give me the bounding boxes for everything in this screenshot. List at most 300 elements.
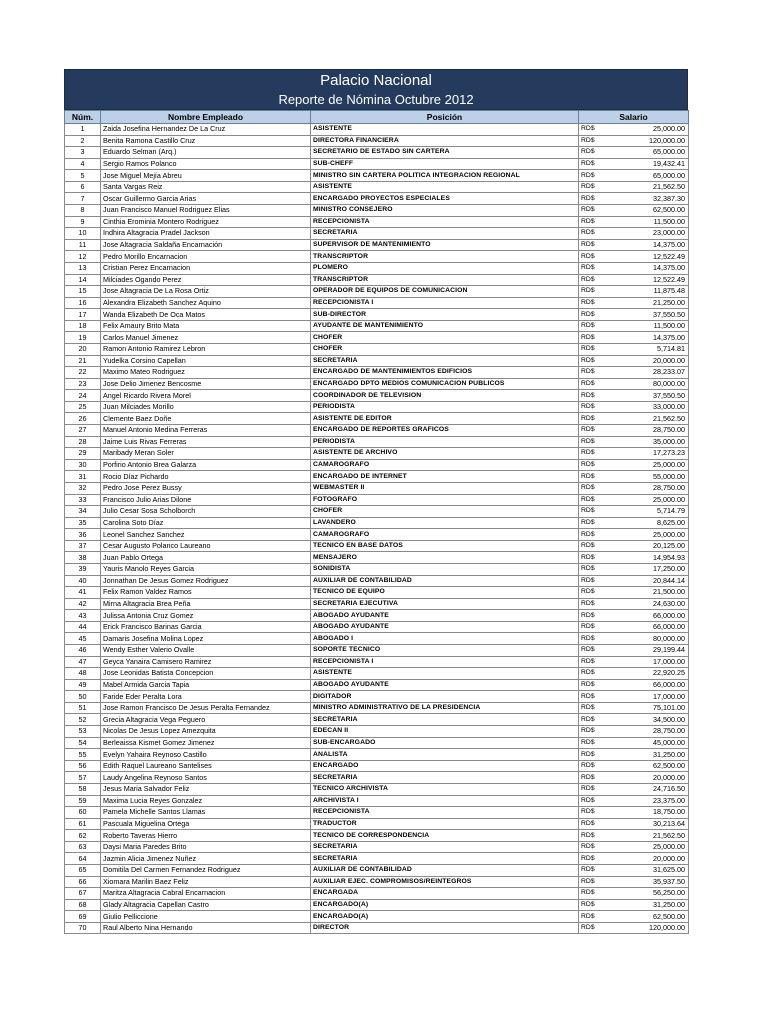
table-row [65, 401, 689, 413]
cell-salary: 33,000.00 [619, 401, 689, 413]
cell-salary: 29,199.44 [619, 645, 689, 657]
cell-currency: RD$ [579, 783, 619, 795]
cell-num: 36 [65, 529, 101, 541]
cell-num: 5 [65, 170, 101, 182]
cell-num: 26 [65, 413, 101, 425]
table-row [65, 853, 689, 865]
table-row [65, 702, 689, 714]
cell-currency: RD$ [579, 888, 619, 900]
cell-currency: RD$ [579, 205, 619, 217]
table-row [65, 436, 689, 448]
cell-employee-name: Santa Vargas Reiz [101, 181, 311, 193]
cell-currency: RD$ [579, 841, 619, 853]
cell-salary: 21,500.00 [619, 587, 689, 599]
cell-position: ENCARGADO DPTO MEDIOS COMUNICACION PUBLICOS [311, 378, 579, 390]
cell-salary: 25,000.00 [619, 124, 689, 136]
table-row [65, 297, 689, 309]
cell-currency: RD$ [579, 737, 619, 749]
table-row [65, 170, 689, 182]
cell-position: ENCARGADO(A) [311, 911, 579, 923]
table-row [65, 668, 689, 680]
cell-currency: RD$ [579, 193, 619, 205]
cell-num: 46 [65, 645, 101, 657]
cell-salary: 66,000.00 [619, 610, 689, 622]
cell-currency: RD$ [579, 575, 619, 587]
payroll-table [64, 110, 689, 934]
cell-currency: RD$ [579, 853, 619, 865]
cell-position: TECNICO DE CORRESPONDENCIA [311, 830, 579, 842]
table-row [65, 598, 689, 610]
cell-currency: RD$ [579, 818, 619, 830]
cell-position: RECEPCIONISTA I [311, 297, 579, 309]
cell-currency: RD$ [579, 922, 619, 934]
table-row [65, 587, 689, 599]
cell-salary: 23,375.00 [619, 795, 689, 807]
cell-employee-name: Cesar Augusto Polanco Laureano [101, 540, 311, 552]
report-banner [64, 69, 688, 110]
cell-employee-name: Jazmin Alicia Jimenez Nuñez [101, 853, 311, 865]
cell-num: 38 [65, 552, 101, 564]
cell-num: 25 [65, 401, 101, 413]
cell-salary: 25,000.00 [619, 459, 689, 471]
cell-salary: 19,432.41 [619, 158, 689, 170]
cell-currency: RD$ [579, 587, 619, 599]
cell-employee-name: Ramon Antonio Ramirez Lebron [101, 343, 311, 355]
cell-employee-name: Leonel Sanchez Sanchez [101, 529, 311, 541]
cell-employee-name: Cristian Perez Encarnacion [101, 262, 311, 274]
cell-num: 32 [65, 482, 101, 494]
cell-currency: RD$ [579, 286, 619, 298]
cell-position: ABOGADO I [311, 633, 579, 645]
table-row [65, 633, 689, 645]
cell-position: AYUDANTE DE MANTENIMIENTO [311, 320, 579, 332]
cell-employee-name: Maxima Lucia Reyes Gonzalez [101, 795, 311, 807]
table-row [65, 147, 689, 159]
cell-currency: RD$ [579, 482, 619, 494]
cell-employee-name: Glady Altagracia Capellan Castro [101, 899, 311, 911]
cell-salary: 31,250.00 [619, 749, 689, 761]
cell-currency: RD$ [579, 598, 619, 610]
table-row [65, 216, 689, 228]
table-body [65, 124, 689, 934]
cell-num: 11 [65, 239, 101, 251]
table-row [65, 517, 689, 529]
cell-currency: RD$ [579, 691, 619, 703]
table-header-row [65, 111, 689, 124]
table-row [65, 795, 689, 807]
cell-currency: RD$ [579, 320, 619, 332]
cell-position: SECRETARIA [311, 772, 579, 784]
cell-currency: RD$ [579, 239, 619, 251]
cell-currency: RD$ [579, 633, 619, 645]
cell-currency: RD$ [579, 425, 619, 437]
cell-num: 20 [65, 343, 101, 355]
cell-employee-name: Pamela Michelle Santos Llamas [101, 807, 311, 819]
cell-currency: RD$ [579, 772, 619, 784]
cell-position: ENCARGADO(A) [311, 899, 579, 911]
cell-currency: RD$ [579, 506, 619, 518]
table-row [65, 807, 689, 819]
cell-employee-name: Pedro Jose Perez Bussy [101, 482, 311, 494]
cell-currency: RD$ [579, 262, 619, 274]
cell-num: 52 [65, 714, 101, 726]
cell-num: 49 [65, 679, 101, 691]
cell-num: 12 [65, 251, 101, 263]
cell-employee-name: Juan Milciades Morillo [101, 401, 311, 413]
table-row [65, 899, 689, 911]
table-row [65, 865, 689, 877]
cell-salary: 25,000.00 [619, 841, 689, 853]
cell-salary: 11,500.00 [619, 216, 689, 228]
cell-position: CAMAROGRAFO [311, 459, 579, 471]
cell-currency: RD$ [579, 702, 619, 714]
cell-salary: 66,000.00 [619, 621, 689, 633]
table-row [65, 645, 689, 657]
cell-num: 4 [65, 158, 101, 170]
cell-num: 10 [65, 228, 101, 240]
table-row [65, 876, 689, 888]
cell-salary: 66,000.00 [619, 679, 689, 691]
cell-num: 43 [65, 610, 101, 622]
cell-salary: 24,630.00 [619, 598, 689, 610]
cell-position: SONIDISTA [311, 563, 579, 575]
cell-num: 45 [65, 633, 101, 645]
cell-salary: 37,550.50 [619, 309, 689, 321]
cell-position: OPERADOR DE EQUIPOS DE COMUNICACION [311, 286, 579, 298]
cell-salary: 28,750.00 [619, 482, 689, 494]
cell-currency: RD$ [579, 216, 619, 228]
cell-salary: 24,716.50 [619, 783, 689, 795]
report-subtitle: Reporte de Nómina Octubre 2012 [278, 92, 474, 107]
cell-num: 44 [65, 621, 101, 633]
table-row [65, 575, 689, 587]
cell-employee-name: Yauris Manolo Reyes Garcia [101, 563, 311, 575]
cell-salary: 8,625.00 [619, 517, 689, 529]
table-row [65, 425, 689, 437]
payroll-sheet [64, 69, 688, 934]
cell-num: 67 [65, 888, 101, 900]
cell-num: 70 [65, 922, 101, 934]
cell-currency: RD$ [579, 170, 619, 182]
cell-currency: RD$ [579, 668, 619, 680]
cell-salary: 11,500.00 [619, 320, 689, 332]
cell-employee-name: Jesus Maria Salvador Feliz [101, 783, 311, 795]
cell-salary: 31,625.00 [619, 865, 689, 877]
cell-employee-name: Jose Altagracia Saldaña Encarnación [101, 239, 311, 251]
cell-currency: RD$ [579, 494, 619, 506]
cell-employee-name: Xiomara Marilin Baez Feliz [101, 876, 311, 888]
cell-num: 40 [65, 575, 101, 587]
cell-employee-name: Erick Francisco Barinas Garcia [101, 621, 311, 633]
cell-employee-name: Mirna Altagracia Brea Peña [101, 598, 311, 610]
cell-currency: RD$ [579, 309, 619, 321]
col-header-salary: Salario [579, 111, 689, 124]
cell-position: ENCARGADO DE INTERNET [311, 471, 579, 483]
cell-position: DIRECTORA FINANCIERA [311, 135, 579, 147]
cell-employee-name: Julissa Antonia Cruz Gomez [101, 610, 311, 622]
cell-num: 13 [65, 262, 101, 274]
cell-position: AUXILIAR EJEC. COMPROMISOS/REINTEGROS [311, 876, 579, 888]
cell-salary: 14,954.93 [619, 552, 689, 564]
cell-num: 6 [65, 181, 101, 193]
table-row [65, 193, 689, 205]
cell-employee-name: Yudelka Corsino Capellan [101, 355, 311, 367]
table-row [65, 691, 689, 703]
cell-position: EDECAN II [311, 726, 579, 738]
cell-salary: 31,250.00 [619, 899, 689, 911]
cell-currency: RD$ [579, 795, 619, 807]
table-row [65, 332, 689, 344]
table-row [65, 494, 689, 506]
cell-salary: 55,000.00 [619, 471, 689, 483]
cell-currency: RD$ [579, 228, 619, 240]
table-row [65, 239, 689, 251]
cell-num: 53 [65, 726, 101, 738]
table-row [65, 459, 689, 471]
table-row [65, 320, 689, 332]
cell-currency: RD$ [579, 448, 619, 460]
cell-num: 24 [65, 390, 101, 402]
cell-employee-name: Carlos Manuel Jimenez [101, 332, 311, 344]
cell-currency: RD$ [579, 610, 619, 622]
cell-employee-name: Grecia Altagracia Vega Peguero [101, 714, 311, 726]
cell-num: 62 [65, 830, 101, 842]
cell-position: MINISTRO CONSEJERO [311, 205, 579, 217]
cell-position: RECEPCIONISTA [311, 807, 579, 819]
cell-num: 17 [65, 309, 101, 321]
cell-employee-name: Zaida Josefina Hernandez De La Cruz [101, 124, 311, 136]
cell-num: 55 [65, 749, 101, 761]
cell-position: ENCARGADA [311, 888, 579, 900]
table-row [65, 911, 689, 923]
table-row [65, 482, 689, 494]
cell-salary: 20,000.00 [619, 355, 689, 367]
cell-position: ASISTENTE [311, 668, 579, 680]
cell-num: 48 [65, 668, 101, 680]
cell-num: 21 [65, 355, 101, 367]
cell-currency: RD$ [579, 390, 619, 402]
cell-num: 69 [65, 911, 101, 923]
cell-employee-name: Benita Ramona Castillo Cruz [101, 135, 311, 147]
cell-num: 35 [65, 517, 101, 529]
cell-employee-name: Laudy Angelina Reynoso Santos [101, 772, 311, 784]
cell-salary: 14,375.00 [619, 239, 689, 251]
cell-currency: RD$ [579, 401, 619, 413]
cell-currency: RD$ [579, 865, 619, 877]
cell-num: 1 [65, 124, 101, 136]
cell-employee-name: Geyca Yanaira Camisero Ramirez [101, 656, 311, 668]
cell-employee-name: Faride Eder Peralta Lora [101, 691, 311, 703]
table-row [65, 309, 689, 321]
table-row [65, 714, 689, 726]
cell-salary: 35,937.50 [619, 876, 689, 888]
cell-employee-name: Indhira Altagracia Pradel Jackson [101, 228, 311, 240]
cell-salary: 62,500.00 [619, 760, 689, 772]
cell-position: ASISTENTE [311, 124, 579, 136]
cell-currency: RD$ [579, 459, 619, 471]
table-row [65, 205, 689, 217]
cell-employee-name: Jaime Luis Rivas Ferreras [101, 436, 311, 448]
cell-currency: RD$ [579, 656, 619, 668]
table-row [65, 274, 689, 286]
cell-num: 18 [65, 320, 101, 332]
cell-employee-name: Carolina Soto Díaz [101, 517, 311, 529]
cell-position: ASISTENTE DE EDITOR [311, 413, 579, 425]
cell-num: 3 [65, 147, 101, 159]
cell-currency: RD$ [579, 911, 619, 923]
cell-employee-name: Maximo Mateo Rodriguez [101, 367, 311, 379]
cell-salary: 80,000.00 [619, 633, 689, 645]
cell-num: 7 [65, 193, 101, 205]
cell-position: ENCARGADO DE MANTENIMIENTOS EDIFICIOS [311, 367, 579, 379]
cell-position: PLOMERO [311, 262, 579, 274]
cell-currency: RD$ [579, 367, 619, 379]
cell-salary: 18,750.00 [619, 807, 689, 819]
cell-num: 59 [65, 795, 101, 807]
table-row [65, 413, 689, 425]
cell-position: LAVANDERO [311, 517, 579, 529]
cell-num: 47 [65, 656, 101, 668]
cell-num: 15 [65, 286, 101, 298]
table-row [65, 737, 689, 749]
cell-currency: RD$ [579, 378, 619, 390]
cell-currency: RD$ [579, 274, 619, 286]
cell-currency: RD$ [579, 749, 619, 761]
cell-position: DIRECTOR [311, 922, 579, 934]
cell-employee-name: Edith Raquel Laureano Santelises [101, 760, 311, 772]
cell-salary: 20,000.00 [619, 853, 689, 865]
table-row [65, 772, 689, 784]
cell-employee-name: Wanda Elizabeth De Oca Matos [101, 309, 311, 321]
cell-position: TECNICO EN BASE DATOS [311, 540, 579, 552]
cell-employee-name: Mabel Armida Garcia Tapia [101, 679, 311, 691]
cell-position: PERIODISTA [311, 401, 579, 413]
table-row [65, 506, 689, 518]
cell-salary: 56,250.00 [619, 888, 689, 900]
cell-employee-name: Porfirio Antonio Brea Galarza [101, 459, 311, 471]
table-row [65, 540, 689, 552]
cell-salary: 45,000.00 [619, 737, 689, 749]
cell-num: 8 [65, 205, 101, 217]
cell-currency: RD$ [579, 147, 619, 159]
cell-currency: RD$ [579, 529, 619, 541]
table-row [65, 621, 689, 633]
cell-num: 54 [65, 737, 101, 749]
cell-num: 2 [65, 135, 101, 147]
cell-num: 42 [65, 598, 101, 610]
cell-num: 31 [65, 471, 101, 483]
cell-currency: RD$ [579, 876, 619, 888]
cell-employee-name: Maritza Altagracia Cabral Encarnacion [101, 888, 311, 900]
cell-currency: RD$ [579, 540, 619, 552]
cell-salary: 14,375.00 [619, 262, 689, 274]
cell-position: MENSAJERO [311, 552, 579, 564]
cell-num: 29 [65, 448, 101, 460]
cell-employee-name: Julio Cesar Sosa Scholborch [101, 506, 311, 518]
table-row [65, 726, 689, 738]
cell-salary: 21,250.00 [619, 297, 689, 309]
cell-employee-name: Milciades Ogando Perez [101, 274, 311, 286]
cell-num: 30 [65, 459, 101, 471]
cell-currency: RD$ [579, 726, 619, 738]
cell-num: 37 [65, 540, 101, 552]
table-row [65, 749, 689, 761]
cell-num: 33 [65, 494, 101, 506]
cell-position: SECRETARIA [311, 841, 579, 853]
cell-employee-name: Cinthia Erominia Montero Rodriguez [101, 216, 311, 228]
cell-position: SECRETARIA [311, 714, 579, 726]
table-row [65, 679, 689, 691]
cell-position: CHOFER [311, 506, 579, 518]
cell-currency: RD$ [579, 124, 619, 136]
cell-currency: RD$ [579, 471, 619, 483]
cell-employee-name: Clemente Baez Doñe [101, 413, 311, 425]
table-row [65, 841, 689, 853]
cell-employee-name: Jose Leonidas Batista Concepcion [101, 668, 311, 680]
cell-num: 66 [65, 876, 101, 888]
cell-employee-name: Eduardo Selman (Arq.) [101, 147, 311, 159]
cell-position: ABOGADO AYUDANTE [311, 621, 579, 633]
cell-num: 28 [65, 436, 101, 448]
cell-num: 64 [65, 853, 101, 865]
cell-position: TRANSCRIPTOR [311, 274, 579, 286]
cell-currency: RD$ [579, 135, 619, 147]
cell-salary: 25,000.00 [619, 494, 689, 506]
cell-num: 63 [65, 841, 101, 853]
cell-salary: 32,387.30 [619, 193, 689, 205]
cell-position: CHOFER [311, 332, 579, 344]
cell-salary: 62,500.00 [619, 205, 689, 217]
cell-employee-name: Damaris Josefina Molina Lopez [101, 633, 311, 645]
table-row [65, 228, 689, 240]
cell-salary: 5,714.81 [619, 343, 689, 355]
cell-salary: 17,000.00 [619, 691, 689, 703]
cell-currency: RD$ [579, 807, 619, 819]
cell-employee-name: Jonnathan De Jesus Gomez Rodriguez [101, 575, 311, 587]
cell-position: SUB-ENCARGADO [311, 737, 579, 749]
cell-salary: 28,233.07 [619, 367, 689, 379]
cell-num: 60 [65, 807, 101, 819]
cell-salary: 30,213.64 [619, 818, 689, 830]
cell-employee-name: Pascuala Miguelina Ortega [101, 818, 311, 830]
cell-salary: 62,500.00 [619, 911, 689, 923]
cell-salary: 11,875.48 [619, 286, 689, 298]
cell-currency: RD$ [579, 760, 619, 772]
table-row [65, 656, 689, 668]
cell-salary: 21,562.50 [619, 181, 689, 193]
cell-num: 19 [65, 332, 101, 344]
cell-salary: 120,000.00 [619, 922, 689, 934]
table-row [65, 448, 689, 460]
cell-position: SOPORTE TECNICO [311, 645, 579, 657]
cell-num: 57 [65, 772, 101, 784]
cell-employee-name: Rocio Díaz Pichardo [101, 471, 311, 483]
cell-salary: 17,000.00 [619, 656, 689, 668]
cell-position: PERIODISTA [311, 436, 579, 448]
cell-employee-name: Nicolas De Jesus Lopez Amezquita [101, 726, 311, 738]
table-row [65, 251, 689, 263]
cell-currency: RD$ [579, 413, 619, 425]
cell-employee-name: Juan Francisco Manuel Rodriguez Elias [101, 205, 311, 217]
table-row [65, 552, 689, 564]
table-row [65, 783, 689, 795]
cell-position: COORDINADOR DE TELEVISION [311, 390, 579, 402]
cell-position: TRADUCTOR [311, 818, 579, 830]
table-row [65, 471, 689, 483]
cell-currency: RD$ [579, 332, 619, 344]
table-row [65, 529, 689, 541]
cell-position: ASISTENTE DE ARCHIVO [311, 448, 579, 460]
